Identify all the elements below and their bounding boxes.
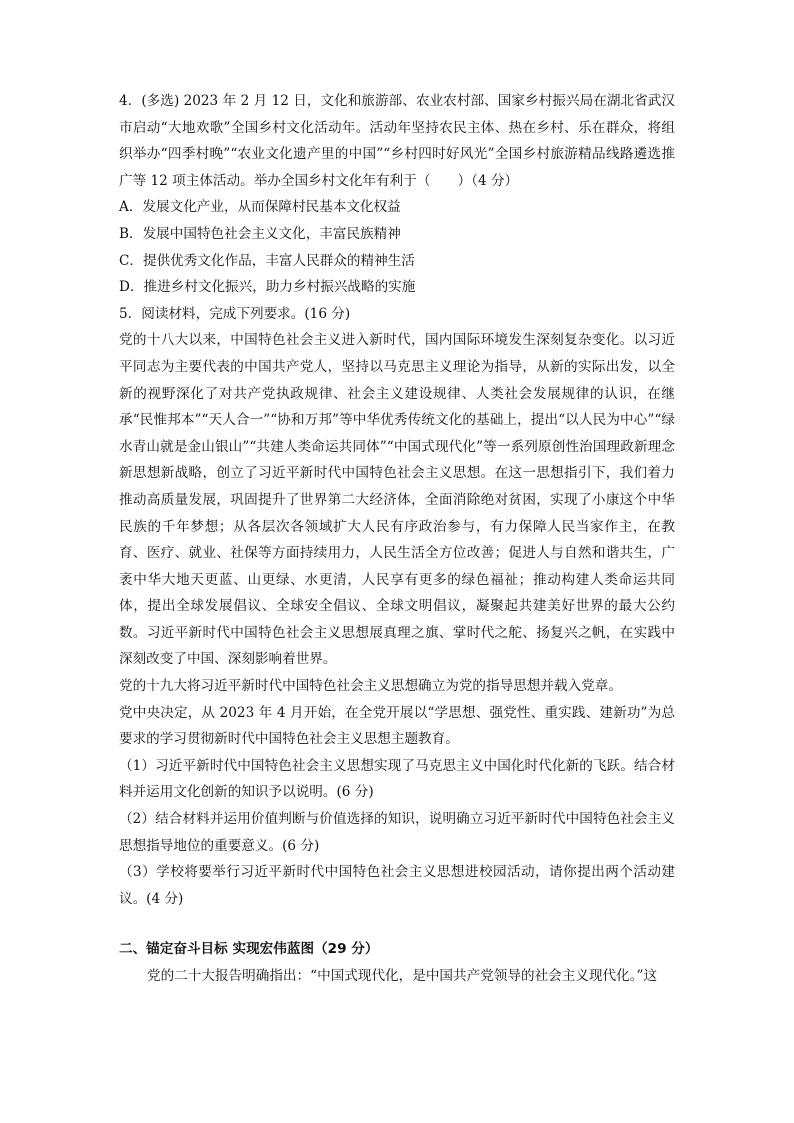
question-5-material-paragraph: 党的十八大以来，中国特色社会主义进入新时代，国内国际环境发生深刻复杂变化。以习近平同志为主要代表的中国共产党人，坚持以马克思主义理论为指导，从新的实际出发，以全新的视野深化了对共产党执政规律、社会主义建设规律、人类社会发展规律的认识，在继承“民惟邦本”“天人合一”“协和万邦”等中华优秀传统文化的基础上，提出“以人民为中心”“绿水青山就是金山银山”“共建人类命运共同体”“中国式现代化”等一系列原创性治国理政新理念新思想新战略，创立了习近平新时代中国特色社会主义思想。在这一思想指引下，我们着力推动高质量发展，巩固提升了世界第二大经济体，全面消除绝对贫困，实现了小康这个中华民族的千年梦想；从各层次各领域扩大人民有序政治参与，有力保障人民当家作主，在教育、医疗、就业、社保等方面持续用力，人民生活全方位改善；促进人与自然和谐共生，广袤中华大地天更蓝、山更绿、水更清，人民享有更多的绿色福祉；推动构建人类命运共同体，提出全球发展倡议、全球安全倡议、全球文明倡议，凝聚起共建美好世界的最大公约数。习近平新时代中国特色社会主义思想展真理之旗、掌时代之舵、扬复兴之帆，在实践中深刻改变了中国、深刻影响着世界。: [119, 332, 675, 668]
question-4-option-a: A．发展文化产业，从而保障村民基本文化权益: [119, 199, 401, 216]
question-5-subquestion-2: （2）结合材料并运用价值判断与价值选择的知识，说明确立习近平新时代中国特色社会主义思想指导地位的重要意义。(6 分): [119, 811, 675, 854]
section-2-heading: 二、锚定奋斗目标 实现宏伟蓝图（29 分）: [119, 941, 379, 958]
question-5-subquestion-3: （3）学校将要举行习近平新时代中国特色社会主义思想进校园活动，请你提出两个活动建议。(4 分): [119, 864, 675, 907]
question-4-option-d: D．推进乡村文化振兴，助力乡村振兴战略的实施: [119, 279, 416, 296]
question-5-material-paragraph: 党中央决定，从 2023 年 4 月开始，在全党开展以“学思想、强党性、重实践、建新功”为总要求的学习贯彻新时代中国特色社会主义思想主题教育。: [119, 704, 675, 748]
document-page: [119, 88, 675, 990]
question-5-subquestion-1: （1）习近平新时代中国特色社会主义思想实现了马克思主义中国化时代化新的飞跃。结合材料并运用文化创新的知识予以说明。(6 分): [119, 757, 675, 801]
section-2-intro: 党的二十大报告明确指出：“中国式现代化，是中国共产党领导的社会主义现代化。”这: [147, 968, 658, 984]
section-spacer: [119, 912, 675, 936]
question-4-stem: 4．(多选) 2023 年 2 月 12 日，文化和旅游部、农业农村部、国家乡村振兴局在湖北省武汉市启动“大地欢歌”全国乡村文化活动年。活动年坚持农民主体、热在乡村、乐在群众，将组织举办“四季村晚”“农业文化遗产里的中国”“乡村四时好风光”全国乡村旅游精品线路遴选推广等 12 项主体活动。举办全国乡村文化年有利于（ ）（4 分）: [119, 93, 675, 189]
question-5-stem: 5．阅读材料，完成下列要求。(16 分): [119, 305, 351, 322]
question-4-option-c: C．提供优秀文化作品，丰富人民群众的精神生活: [119, 252, 415, 269]
question-4-option-b: B．发展中国特色社会主义文化，丰富民族精神: [119, 225, 401, 242]
question-5-material-paragraph: 党的十九大将习近平新时代中国特色社会主义思想确立为党的指导思想并载入党章。: [119, 678, 622, 695]
